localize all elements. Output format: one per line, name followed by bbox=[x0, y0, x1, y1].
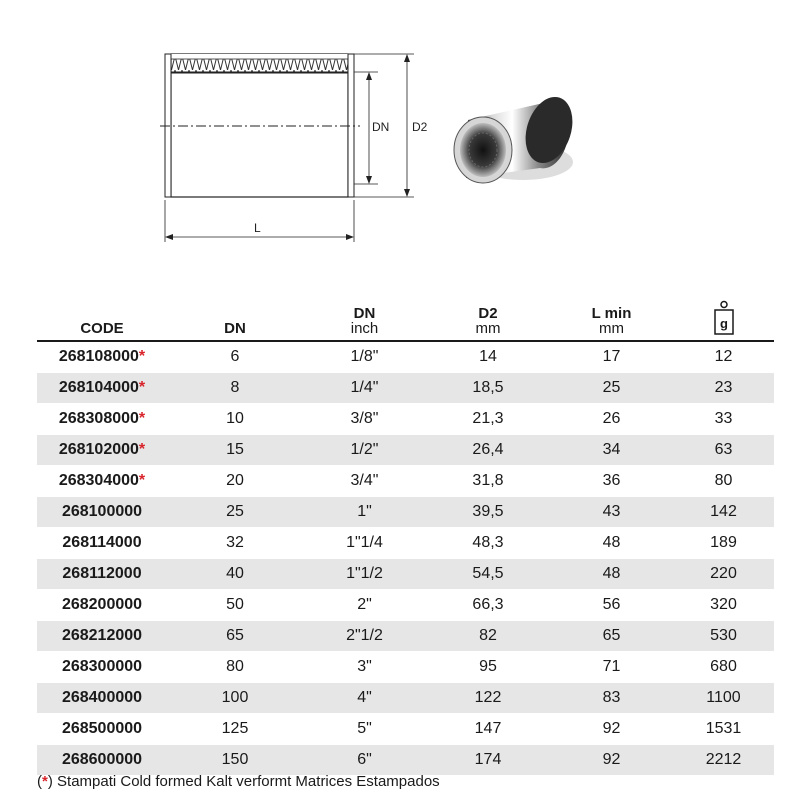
header-weight bbox=[673, 290, 774, 341]
cell-d2: 82 bbox=[426, 621, 550, 652]
cell-dn: 50 bbox=[167, 590, 303, 621]
cell-weight: 189 bbox=[673, 528, 774, 559]
cell-code: 268100000 bbox=[37, 497, 167, 528]
cell-d2: 26,4 bbox=[426, 435, 550, 466]
cell-weight: 33 bbox=[673, 404, 774, 435]
cell-weight: 142 bbox=[673, 497, 774, 528]
cell-dn: 125 bbox=[167, 714, 303, 745]
product-photo bbox=[454, 91, 580, 183]
cell-lmin: 17 bbox=[550, 341, 673, 373]
cell-weight: 680 bbox=[673, 652, 774, 683]
cell-dn-inch: 1" bbox=[303, 497, 426, 528]
cell-weight: 1531 bbox=[673, 714, 774, 745]
cell-dn: 8 bbox=[167, 373, 303, 404]
table-header-row bbox=[37, 290, 774, 341]
footnote bbox=[37, 773, 440, 790]
l-label: L bbox=[254, 221, 261, 235]
cell-code: 268102000* bbox=[37, 435, 167, 466]
d2-dimension bbox=[354, 54, 428, 197]
cell-lmin: 34 bbox=[550, 435, 673, 466]
cell-dn-inch: 1/4" bbox=[303, 373, 426, 404]
cell-lmin: 83 bbox=[550, 683, 673, 714]
header-dn-inch-unit: inch bbox=[350, 320, 379, 337]
cell-lmin: 26 bbox=[550, 404, 673, 435]
cell-dn: 100 bbox=[167, 683, 303, 714]
cell-dn-inch: 1"1/4 bbox=[303, 528, 426, 559]
cell-weight: 2212 bbox=[673, 745, 774, 776]
cold-formed-star: * bbox=[138, 379, 146, 396]
cell-lmin: 43 bbox=[550, 497, 673, 528]
cell-lmin: 48 bbox=[550, 528, 673, 559]
header-dn-inch: DN inch bbox=[303, 290, 426, 341]
cold-formed-star: * bbox=[138, 410, 146, 427]
l-dimension bbox=[165, 200, 354, 242]
cell-dn: 32 bbox=[167, 528, 303, 559]
table-row bbox=[37, 466, 774, 497]
header-d2: D2 mm bbox=[426, 290, 550, 341]
cell-d2: 18,5 bbox=[426, 373, 550, 404]
cell-dn: 10 bbox=[167, 404, 303, 435]
cell-dn-inch: 5" bbox=[303, 714, 426, 745]
cell-lmin: 48 bbox=[550, 559, 673, 590]
table-row bbox=[37, 683, 774, 714]
table-row bbox=[37, 559, 774, 590]
cell-code: 268200000 bbox=[37, 590, 167, 621]
dn-label: DN bbox=[372, 120, 390, 134]
cell-code: 268108000* bbox=[37, 341, 167, 373]
cell-code: 268500000 bbox=[37, 714, 167, 745]
cell-weight: 12 bbox=[673, 341, 774, 373]
cell-weight: 80 bbox=[673, 466, 774, 497]
cell-code: 268300000 bbox=[37, 652, 167, 683]
table-row bbox=[37, 404, 774, 435]
cell-weight: 23 bbox=[673, 373, 774, 404]
table-row bbox=[37, 652, 774, 683]
technical-drawing bbox=[0, 0, 800, 270]
footnote-close-paren: ) bbox=[47, 773, 53, 790]
cell-dn-inch: 3" bbox=[303, 652, 426, 683]
cell-dn-inch: 6" bbox=[303, 745, 426, 776]
footnote-text: Stampati Cold formed Kalt verformt Matrices Estampados bbox=[57, 773, 440, 790]
cell-d2: 21,3 bbox=[426, 404, 550, 435]
cell-dn: 65 bbox=[167, 621, 303, 652]
spec-table bbox=[37, 290, 774, 776]
table-row bbox=[37, 621, 774, 652]
header-d2-unit: mm bbox=[475, 320, 501, 337]
cell-dn: 40 bbox=[167, 559, 303, 590]
cell-lmin: 92 bbox=[550, 714, 673, 745]
cell-lmin: 92 bbox=[550, 745, 673, 776]
cell-lmin: 36 bbox=[550, 466, 673, 497]
cell-dn: 20 bbox=[167, 466, 303, 497]
cell-d2: 31,8 bbox=[426, 466, 550, 497]
cell-d2: 95 bbox=[426, 652, 550, 683]
cell-dn-inch: 3/4" bbox=[303, 466, 426, 497]
table-row bbox=[37, 373, 774, 404]
cell-dn: 25 bbox=[167, 497, 303, 528]
table-row bbox=[37, 341, 774, 373]
cell-d2: 54,5 bbox=[426, 559, 550, 590]
cell-code: 268104000* bbox=[37, 373, 167, 404]
cold-formed-star: * bbox=[138, 441, 146, 458]
table-row bbox=[37, 714, 774, 745]
cell-d2: 48,3 bbox=[426, 528, 550, 559]
table-row bbox=[37, 435, 774, 466]
cell-weight: 530 bbox=[673, 621, 774, 652]
cell-lmin: 71 bbox=[550, 652, 673, 683]
cell-dn-inch: 1/2" bbox=[303, 435, 426, 466]
cell-lmin: 25 bbox=[550, 373, 673, 404]
cell-weight: 320 bbox=[673, 590, 774, 621]
cell-dn-inch: 2"1/2 bbox=[303, 621, 426, 652]
dn-dimension bbox=[354, 72, 389, 184]
cell-weight: 63 bbox=[673, 435, 774, 466]
d2-label: D2 bbox=[412, 120, 428, 134]
cell-lmin: 65 bbox=[550, 621, 673, 652]
table-body bbox=[37, 341, 774, 776]
cell-d2: 39,5 bbox=[426, 497, 550, 528]
cell-code: 268600000 bbox=[37, 745, 167, 776]
table-row bbox=[37, 497, 774, 528]
table-row bbox=[37, 528, 774, 559]
footnote-star: * bbox=[42, 773, 48, 790]
cell-code: 268308000* bbox=[37, 404, 167, 435]
cell-dn-inch: 3/8" bbox=[303, 404, 426, 435]
cell-d2: 122 bbox=[426, 683, 550, 714]
sleeve-section-view bbox=[160, 54, 360, 197]
cold-formed-star: * bbox=[138, 348, 146, 365]
header-lmin-unit: mm bbox=[599, 320, 624, 337]
cell-d2: 174 bbox=[426, 745, 550, 776]
cell-dn: 80 bbox=[167, 652, 303, 683]
cell-dn: 15 bbox=[167, 435, 303, 466]
cell-code: 268112000 bbox=[37, 559, 167, 590]
cell-dn-inch: 1/8" bbox=[303, 341, 426, 373]
header-dn: DN bbox=[167, 290, 303, 341]
cell-code: 268400000 bbox=[37, 683, 167, 714]
cell-d2: 66,3 bbox=[426, 590, 550, 621]
cell-lmin: 56 bbox=[550, 590, 673, 621]
cell-code: 268304000* bbox=[37, 466, 167, 497]
cell-weight: 1100 bbox=[673, 683, 774, 714]
cell-dn: 150 bbox=[167, 745, 303, 776]
cold-formed-star: * bbox=[138, 472, 146, 489]
cell-dn-inch: 4" bbox=[303, 683, 426, 714]
footnote-open-paren: ( bbox=[37, 773, 42, 790]
weight-unit-label: g bbox=[719, 316, 728, 331]
header-code: CODE bbox=[37, 290, 167, 341]
table-row bbox=[37, 745, 774, 776]
header-lmin: L min mm bbox=[550, 290, 673, 341]
table-row bbox=[37, 590, 774, 621]
weight-icon bbox=[713, 300, 735, 336]
cell-dn-inch: 1"1/2 bbox=[303, 559, 426, 590]
cell-dn: 6 bbox=[167, 341, 303, 373]
cell-d2: 147 bbox=[426, 714, 550, 745]
cell-d2: 14 bbox=[426, 341, 550, 373]
cell-weight: 220 bbox=[673, 559, 774, 590]
cell-code: 268114000 bbox=[37, 528, 167, 559]
cell-dn-inch: 2" bbox=[303, 590, 426, 621]
cell-code: 268212000 bbox=[37, 621, 167, 652]
